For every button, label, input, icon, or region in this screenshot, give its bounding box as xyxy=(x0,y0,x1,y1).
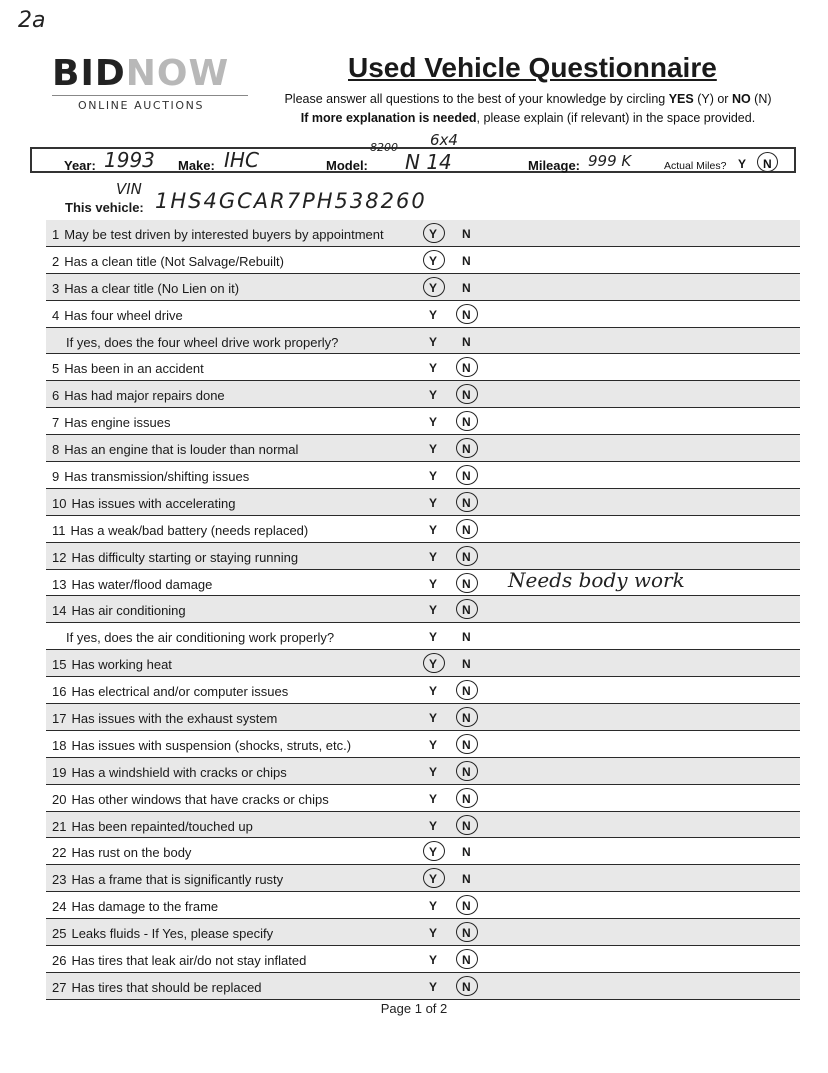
question-label: Has air conditioning xyxy=(71,603,186,619)
question-row xyxy=(46,946,800,973)
option-yes[interactable]: Y xyxy=(429,307,438,322)
option-no[interactable]: N xyxy=(462,442,471,457)
option-yes[interactable]: Y xyxy=(429,576,438,591)
question-number: 11 xyxy=(52,522,66,538)
option-no[interactable]: N xyxy=(462,818,471,833)
instructions xyxy=(268,90,788,128)
question-label: Has water/flood damage xyxy=(71,576,213,592)
question-text xyxy=(52,738,351,753)
logo-now: NOW xyxy=(125,53,230,94)
vin-tag: VIN xyxy=(116,180,142,198)
question-row xyxy=(46,435,800,462)
logo-subtitle: ONLINE AUCTIONS xyxy=(78,99,205,112)
question-text xyxy=(52,980,262,995)
option-no[interactable]: N xyxy=(462,791,471,806)
answer-circle xyxy=(456,707,478,727)
answer-circle xyxy=(456,465,478,485)
option-no[interactable]: N xyxy=(462,899,471,914)
question-number: 26 xyxy=(52,953,67,969)
option-yes[interactable]: Y xyxy=(429,926,438,941)
option-yes[interactable]: Y xyxy=(429,872,438,887)
make-label: Make: xyxy=(178,158,215,173)
question-label: Has had major repairs done xyxy=(64,388,225,404)
option-yes[interactable]: Y xyxy=(429,684,438,699)
answer-circle xyxy=(456,761,478,781)
question-label: Has a clean title (Not Salvage/Rebuilt) xyxy=(64,253,284,269)
model-label: Model: xyxy=(326,158,368,173)
question-text xyxy=(52,899,218,914)
option-no[interactable]: N xyxy=(462,227,471,241)
question-row xyxy=(46,543,800,570)
question-number: 15 xyxy=(52,657,67,673)
vin-value[interactable]: 1HS4GCAR7PH538260 xyxy=(155,189,427,213)
answer-circle xyxy=(456,384,478,404)
question-row xyxy=(46,677,800,704)
question-row xyxy=(46,408,800,435)
question-label: Has difficulty starting or staying running xyxy=(71,549,299,565)
question-number: 20 xyxy=(52,791,67,807)
question-row xyxy=(46,274,800,301)
option-yes[interactable]: Y xyxy=(429,630,438,645)
question-label: Has an engine that is louder than normal xyxy=(64,442,299,458)
question-row xyxy=(46,731,800,758)
answer-circle xyxy=(423,868,445,888)
question-row xyxy=(46,354,800,381)
question-text xyxy=(52,792,329,807)
question-text xyxy=(52,603,186,618)
option-yes[interactable]: Y xyxy=(429,442,438,457)
question-text xyxy=(52,227,384,242)
option-no[interactable]: N xyxy=(462,630,471,645)
question-number: 7 xyxy=(52,415,60,431)
question-row xyxy=(46,381,800,408)
question-row xyxy=(46,973,800,1000)
handwritten-note: Needs body work xyxy=(508,567,685,592)
question-number: 25 xyxy=(52,926,67,942)
option-yes[interactable]: Y xyxy=(429,253,438,268)
question-number: 12 xyxy=(52,549,67,565)
question-text xyxy=(52,872,283,887)
question-label: Has transmission/shifting issues xyxy=(64,469,250,485)
option-yes[interactable]: Y xyxy=(429,818,438,833)
option-no[interactable]: N xyxy=(462,657,471,672)
option-yes[interactable]: Y xyxy=(429,764,438,779)
question-number: 21 xyxy=(52,818,67,834)
question-label: Has four wheel drive xyxy=(64,307,183,323)
answer-circle xyxy=(423,277,445,297)
answer-circle xyxy=(456,357,478,377)
question-row xyxy=(46,567,800,597)
option-no[interactable]: N xyxy=(462,415,471,430)
question-label: Has a clear title (No Lien on it) xyxy=(64,280,240,296)
answer-circle xyxy=(456,492,478,512)
option-yes[interactable]: Y xyxy=(429,522,438,537)
option-no[interactable]: N xyxy=(462,764,471,779)
option-yes[interactable]: Y xyxy=(429,361,438,376)
answer-circle xyxy=(456,546,478,566)
question-row xyxy=(46,892,800,919)
question-row xyxy=(46,301,800,328)
question-text xyxy=(52,388,225,403)
question-label: Has a windshield with cracks or chips xyxy=(71,764,287,780)
question-number: 23 xyxy=(52,872,67,888)
bidnow-logo xyxy=(52,53,252,112)
actual-miles-yes[interactable]: Y xyxy=(738,157,747,171)
question-number: 1 xyxy=(52,227,60,242)
option-no[interactable]: N xyxy=(462,361,471,376)
model-value-prefix[interactable]: 8200 xyxy=(370,141,398,154)
question-number: 6 xyxy=(52,388,60,404)
answer-circle xyxy=(456,949,478,969)
question-text xyxy=(66,335,338,350)
question-text xyxy=(52,765,287,780)
option-yes[interactable]: Y xyxy=(429,495,438,510)
question-number: 4 xyxy=(52,307,60,323)
this-vehicle-label: This vehicle: xyxy=(65,200,144,215)
question-label: Has rust on the body xyxy=(71,845,192,861)
question-row xyxy=(46,328,800,355)
question-label: Has engine issues xyxy=(64,415,171,431)
question-row xyxy=(46,650,800,677)
answer-circle xyxy=(456,976,478,996)
question-text xyxy=(52,684,288,699)
option-no[interactable]: N xyxy=(462,253,471,268)
option-yes[interactable]: Y xyxy=(429,791,438,806)
answer-circle xyxy=(456,599,478,619)
actual-miles-circle xyxy=(757,152,778,172)
answer-circle xyxy=(456,411,478,431)
logo-divider xyxy=(52,95,248,96)
answer-circle xyxy=(456,815,478,835)
question-number: 5 xyxy=(52,361,60,377)
model-value[interactable]: N 14 xyxy=(405,150,452,174)
year-label: Year: xyxy=(64,158,96,173)
option-no[interactable]: N xyxy=(462,576,471,591)
answer-circle xyxy=(423,653,445,673)
question-number: 2 xyxy=(52,253,60,269)
option-no[interactable]: N xyxy=(462,845,471,860)
option-yes[interactable]: Y xyxy=(429,953,438,968)
answer-circle xyxy=(456,734,478,754)
option-no[interactable]: N xyxy=(462,953,471,968)
option-no[interactable]: N xyxy=(462,280,471,295)
answer-circle xyxy=(456,788,478,808)
option-no[interactable]: N xyxy=(462,495,471,510)
question-text xyxy=(52,415,170,430)
question-text xyxy=(52,550,298,565)
question-label: Has been in an accident xyxy=(64,361,204,377)
instructions-line-2: If more explanation is needed, please explain (if relevant) in the space provided. xyxy=(300,111,756,125)
question-text xyxy=(52,496,236,511)
question-text xyxy=(52,926,273,941)
option-no[interactable]: N xyxy=(462,926,471,941)
option-yes[interactable]: Y xyxy=(429,657,438,672)
question-text xyxy=(52,523,308,538)
option-no[interactable]: N xyxy=(462,684,471,699)
question-number: 22 xyxy=(52,845,67,861)
question-row xyxy=(46,865,800,892)
option-yes[interactable]: Y xyxy=(429,227,438,241)
question-label: Has issues with suspension (shocks, struts, etc.) xyxy=(71,737,352,753)
mileage-label: Mileage: xyxy=(528,158,581,173)
question-text xyxy=(52,953,306,968)
corner-annotation: 2a xyxy=(18,8,46,33)
question-label: Has issues with accelerating xyxy=(71,495,236,511)
question-row xyxy=(46,758,800,785)
question-number: 19 xyxy=(52,764,67,780)
question-row xyxy=(46,489,800,516)
question-text xyxy=(52,711,277,726)
answer-circle xyxy=(423,250,445,270)
question-number: 24 xyxy=(52,899,67,915)
instructions-line-1: Please answer all questions to the best of your knowledge by circling YES (Y) or NO (N) xyxy=(284,92,772,106)
question-text xyxy=(52,281,239,296)
option-yes[interactable]: Y xyxy=(429,899,438,914)
question-row xyxy=(46,919,800,946)
question-label: Has tires that leak air/do not stay inflated xyxy=(71,953,307,969)
option-no[interactable]: N xyxy=(462,549,471,564)
logo-bid: BID xyxy=(52,53,126,94)
question-row xyxy=(46,516,800,543)
question-text xyxy=(52,308,183,323)
question-label: Has a weak/bad battery (needs replaced) xyxy=(70,522,309,538)
question-number: 13 xyxy=(52,576,67,592)
option-yes[interactable]: Y xyxy=(429,388,438,403)
make-value[interactable]: IHC xyxy=(224,148,259,172)
question-row xyxy=(46,704,800,731)
option-yes[interactable]: Y xyxy=(429,334,438,349)
page-title: Used Vehicle Questionnaire xyxy=(348,52,717,83)
question-text xyxy=(52,657,172,672)
option-yes[interactable]: Y xyxy=(429,711,438,726)
question-label: Has electrical and/or computer issues xyxy=(71,684,289,700)
page-number: Page 1 of 2 xyxy=(380,1001,448,1016)
question-number: 27 xyxy=(52,979,67,995)
question-row xyxy=(46,838,800,865)
option-yes[interactable]: Y xyxy=(429,549,438,564)
answer-circle xyxy=(423,223,445,243)
question-text xyxy=(52,254,284,269)
answer-circle xyxy=(456,922,478,942)
question-text xyxy=(52,469,249,484)
questions-table xyxy=(46,220,800,1000)
option-no[interactable]: N xyxy=(462,711,471,726)
option-yes[interactable]: Y xyxy=(429,845,438,860)
option-no[interactable]: N xyxy=(462,522,471,537)
question-number: 17 xyxy=(52,711,67,727)
answer-circle xyxy=(456,895,478,915)
option-no[interactable]: N xyxy=(462,872,471,887)
option-no[interactable]: N xyxy=(462,979,471,994)
option-no[interactable]: N xyxy=(462,737,471,752)
answer-circle xyxy=(456,680,478,700)
option-no[interactable]: N xyxy=(462,334,471,349)
option-yes[interactable]: Y xyxy=(429,737,438,752)
question-label: Has working heat xyxy=(71,657,172,673)
question-number: 9 xyxy=(52,469,60,485)
actual-miles-label: Actual Miles? xyxy=(664,160,727,172)
mileage-value[interactable]: 999 K xyxy=(588,152,632,170)
question-label: Has been repainted/touched up xyxy=(71,818,253,834)
question-text xyxy=(52,361,204,376)
question-label: If yes, does the air conditioning work properly? xyxy=(66,630,335,646)
question-label: Has a frame that is significantly rusty xyxy=(71,872,284,888)
question-row xyxy=(46,812,800,839)
question-text xyxy=(52,845,191,860)
option-yes[interactable]: Y xyxy=(429,280,438,295)
question-row xyxy=(46,220,800,247)
question-text xyxy=(52,819,253,834)
question-row xyxy=(46,785,800,812)
question-label: Has other windows that have cracks or chips xyxy=(71,791,329,807)
question-label: Has tires that should be replaced xyxy=(71,979,262,995)
option-no[interactable]: N xyxy=(462,603,471,618)
option-no[interactable]: N xyxy=(462,469,471,484)
option-yes[interactable]: Y xyxy=(429,603,438,618)
question-label: Has damage to the frame xyxy=(71,899,219,915)
answer-circle xyxy=(456,519,478,539)
question-text xyxy=(52,577,212,592)
option-no[interactable]: N xyxy=(462,388,471,403)
answer-circle xyxy=(456,573,478,593)
question-row xyxy=(46,623,800,650)
option-no[interactable]: N xyxy=(462,307,471,322)
question-number: 18 xyxy=(52,737,67,753)
question-label: Has issues with the exhaust system xyxy=(71,711,278,727)
actual-miles-no[interactable]: N xyxy=(763,157,772,171)
answer-circle xyxy=(423,841,445,861)
question-number: 8 xyxy=(52,442,60,458)
question-label: Leaks fluids - If Yes, please specify xyxy=(71,926,274,942)
option-yes[interactable]: Y xyxy=(429,979,438,994)
question-row xyxy=(46,596,800,623)
question-label: If yes, does the four wheel drive work properly? xyxy=(66,334,339,350)
question-number: 3 xyxy=(52,280,60,296)
model-value-axle[interactable]: 6x4 xyxy=(430,131,458,149)
question-number: 16 xyxy=(52,684,67,700)
option-yes[interactable]: Y xyxy=(429,469,438,484)
question-number: 10 xyxy=(52,495,67,511)
answer-circle xyxy=(456,438,478,458)
question-row xyxy=(46,462,800,489)
question-number: 14 xyxy=(52,603,67,619)
answer-circle xyxy=(456,304,478,324)
question-text xyxy=(52,442,298,457)
question-label: May be test driven by interested buyers by appointment xyxy=(64,227,384,242)
question-text xyxy=(66,630,334,645)
question-row xyxy=(46,247,800,274)
option-yes[interactable]: Y xyxy=(429,415,438,430)
year-value[interactable]: 1993 xyxy=(104,148,155,172)
